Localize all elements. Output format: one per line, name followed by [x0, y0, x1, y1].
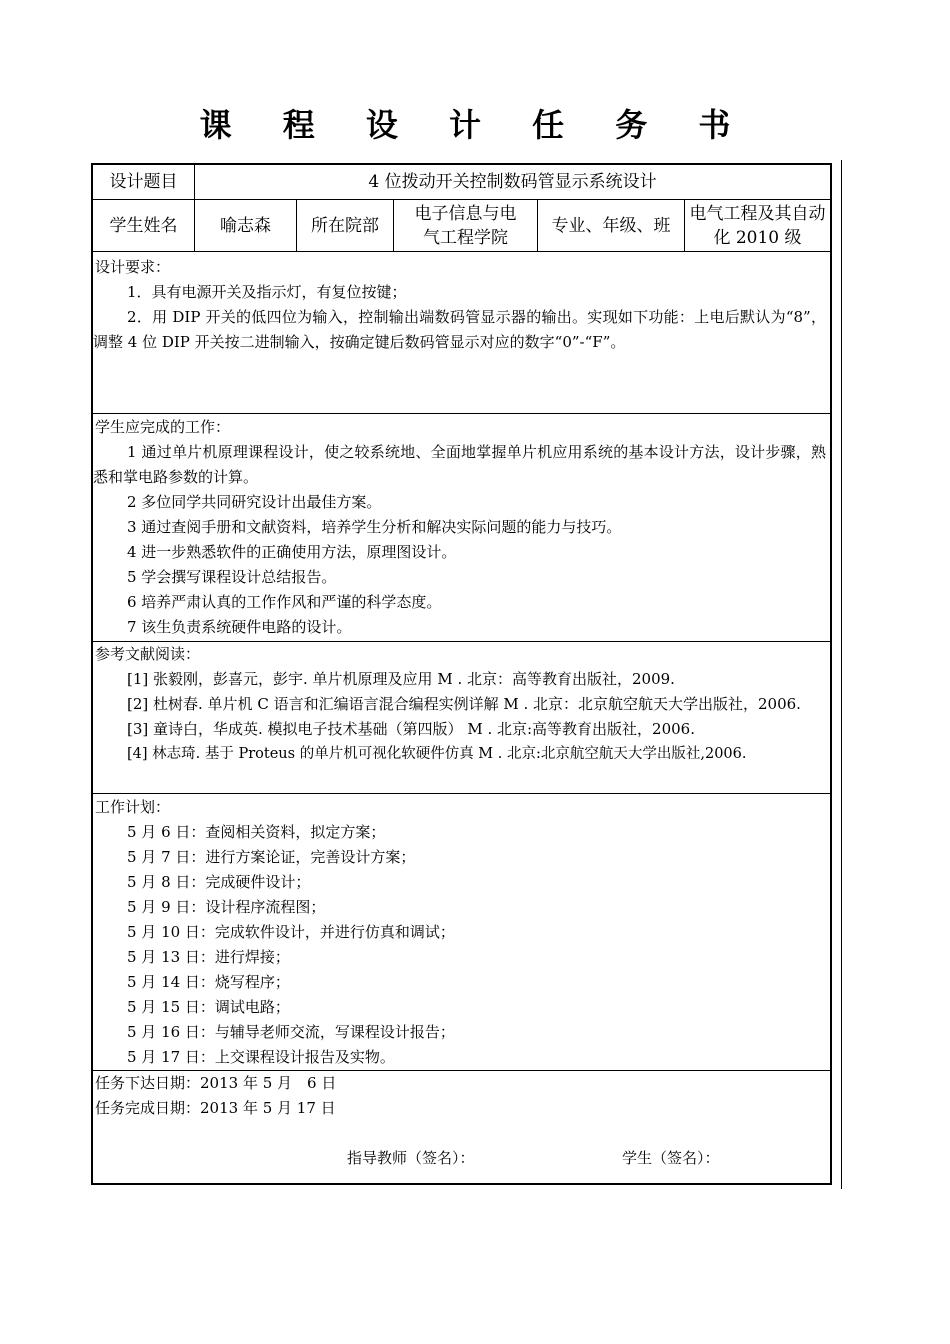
plan-item: 5 月 7 日：进行方案论证，完善设计方案； [127, 848, 416, 866]
plan-item: 5 月 17 日：上交课程设计报告及实物。 [127, 1048, 395, 1066]
section-divider [93, 413, 830, 414]
task-item: 2 多位同学共同研究设计出最佳方案。 [127, 493, 382, 511]
dept-label: 所在院部 [311, 215, 379, 236]
major-value: 电气工程及其自动化 2010 级 [689, 203, 826, 248]
task-item: 1 通过单片机原理课程设计，使之较系统地、全面地掌握单片机应用系统的基本设计方法，设计步骤，熟悉和掌电路参数的计算。 [93, 443, 826, 486]
section-divider [93, 793, 830, 794]
complete-date: 任务完成日期：2013 年 5 月 17 日 [95, 1099, 336, 1117]
plan-item: 5 月 16 日：与辅导老师交流，写课程设计报告； [127, 1023, 455, 1041]
task-item: 3 通过查阅手册和文献资料，培养学生分析和解决实际问题的能力与技巧。 [127, 518, 622, 536]
topic-label: 设计题目 [109, 172, 178, 192]
requirements-heading: 设计要求： [95, 258, 171, 276]
dates-section [93, 1071, 830, 1121]
dept-value: 电子信息与电气工程学院 [414, 203, 517, 248]
plan-item: 5 月 15 日：调试电路； [127, 998, 290, 1016]
tasks-heading: 学生应完成的工作： [95, 418, 231, 436]
plan-item: 5 月 13 日：进行焊接； [127, 948, 290, 966]
task-item: 7 该生负责系统硬件电路的设计。 [127, 618, 352, 636]
topic-value: 4 位拨动开关控制数码管显示系统设计 [368, 172, 657, 192]
plan-heading: 工作计划： [95, 798, 171, 816]
reference-item: [3] 童诗白，华成英. 模拟电子技术基础（第四版） M . 北京:高等教育出版社，2006. [127, 720, 695, 738]
task-table [91, 163, 832, 1185]
student-name: 喻志森 [220, 215, 271, 236]
student-signature-label: 学生（签名）： [622, 1149, 720, 1167]
major-label: 专业、年级、班 [551, 215, 671, 236]
task-item: 4 进一步熟悉软件的正确使用方法，原理图设计。 [127, 543, 457, 561]
task-item: 6 培养严肃认真的工作作风和严谨的科学态度。 [127, 593, 442, 611]
teacher-signature-label: 指导教师（签名）： [347, 1149, 475, 1167]
row-divider [93, 251, 830, 252]
tasks-section [93, 415, 830, 640]
plan-item: 5 月 10 日：完成软件设计，并进行仿真和调试； [127, 923, 455, 941]
issue-date: 任务下达日期：2013 年 5 月 6 日 [95, 1074, 337, 1092]
document-title: 课 程 设 计 任 务 书 [199, 106, 751, 144]
reference-item: [2] 杜树春. 单片机 C 语言和汇编语言混合编程实例详解 M . 北京：北京航空航天大学出版社，2006. [127, 695, 801, 713]
references-section [93, 642, 830, 767]
requirements-section [93, 255, 830, 355]
reference-item: [1] 张毅刚，彭喜元，彭宇. 单片机原理及应用 M . 北京：高等教育出版社，2009. [127, 670, 675, 688]
plan-item: 5 月 9 日：设计程序流程图； [127, 898, 326, 916]
student-label: 学生姓名 [109, 215, 178, 236]
task-item: 5 学会撰写课程设计总结报告。 [127, 568, 337, 586]
requirement-item: 2．用 DIP 开关的低四位为输入，控制输出端数码管显示器的输出。实现如下功能：上电后默认为“8”，调整 4 位 DIP 开关按二进制输入，按确定键后数码管显示对应的数字“0”-“F”。 [93, 308, 826, 351]
requirement-item: 1．具有电源开关及指示灯，有复位按键； [127, 283, 407, 301]
plan-section [93, 795, 830, 1070]
reference-item: [4] 林志琦. 基于 Proteus 的单片机可视化软硬件仿真 M . 北京:北京航空航天大学出版社,2006. [127, 746, 747, 762]
plan-item: 5 月 14 日：烧写程序； [127, 973, 290, 991]
references-heading: 参考文献阅读： [95, 645, 201, 663]
right-margin-rule [841, 160, 842, 1189]
plan-item: 5 月 6 日：查阅相关资料，拟定方案； [127, 823, 386, 841]
plan-item: 5 月 8 日：完成硬件设计； [127, 873, 311, 891]
